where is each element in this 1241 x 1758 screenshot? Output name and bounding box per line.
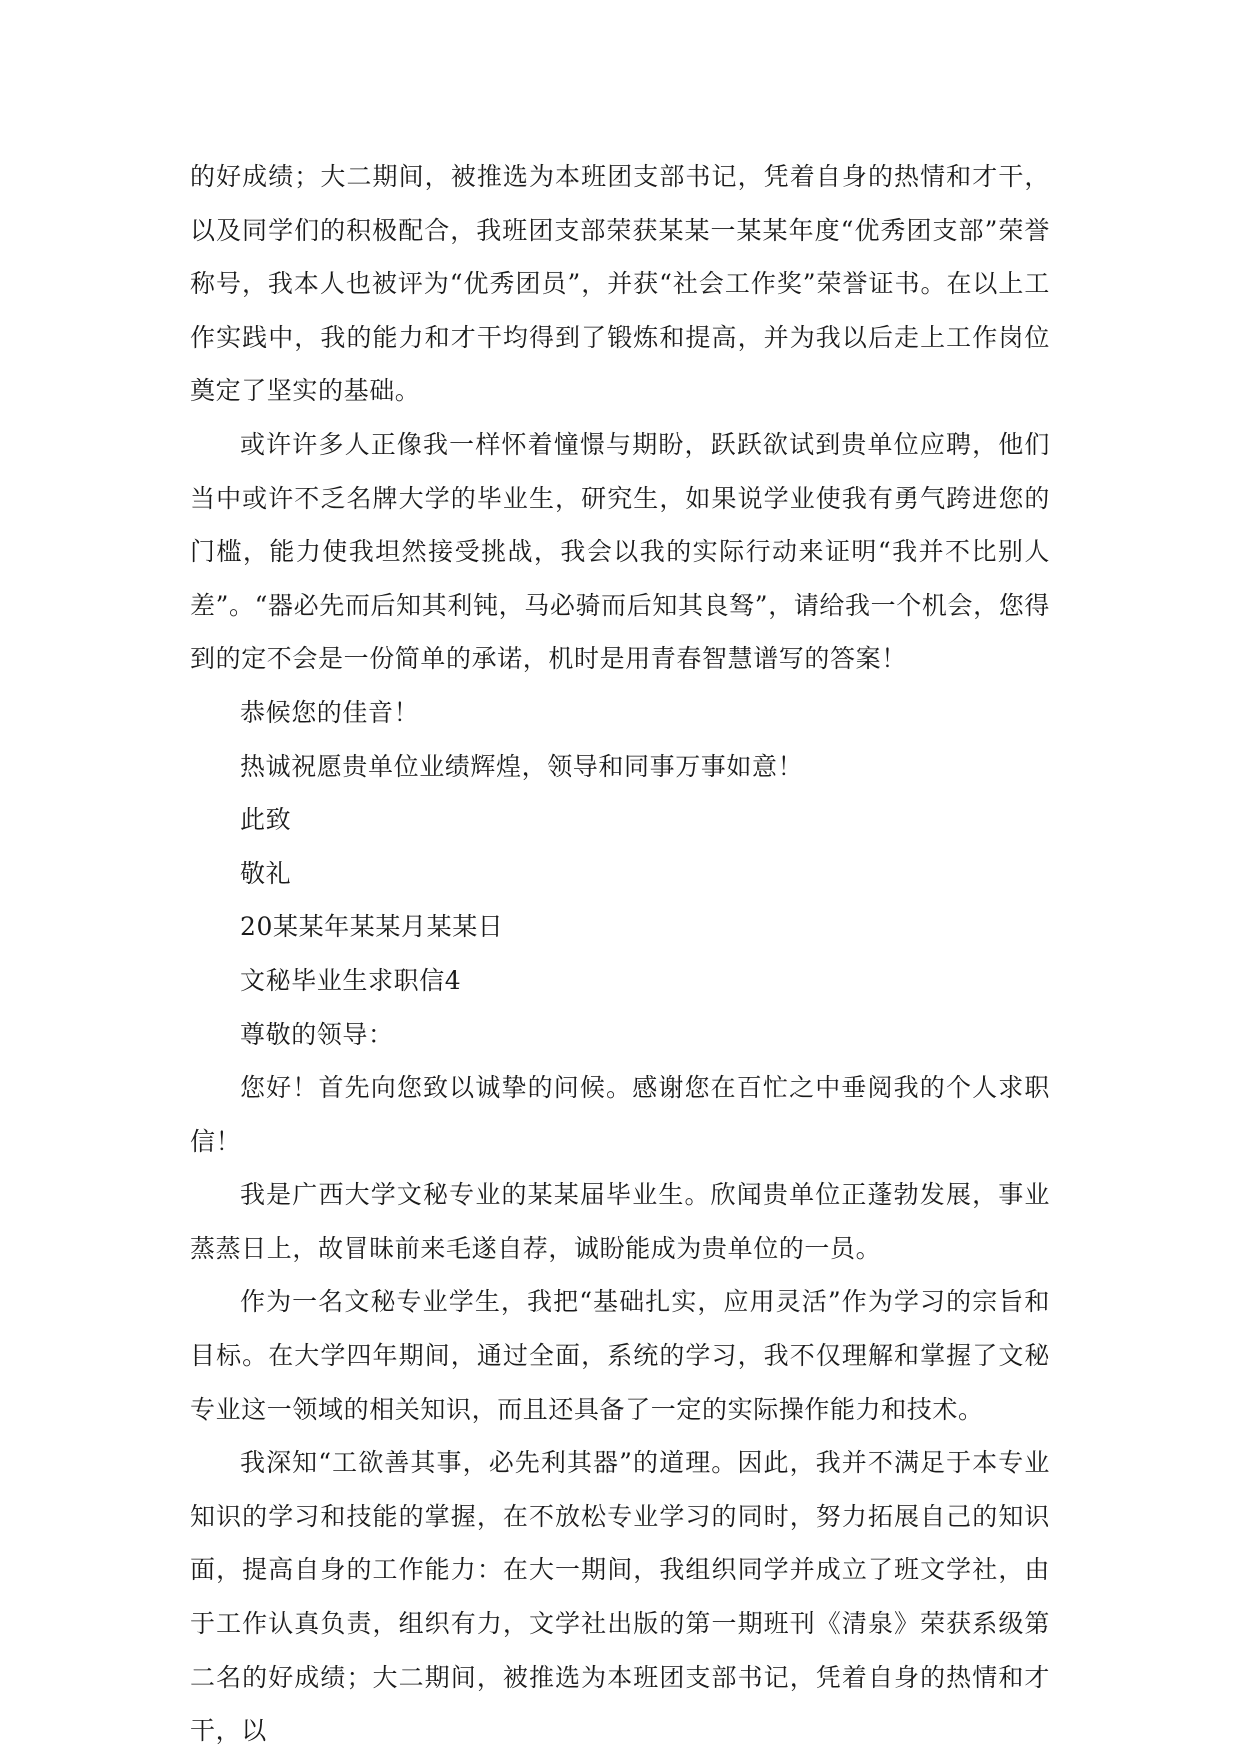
closing-await-reply: 恭候您的佳音！	[240, 697, 420, 727]
paragraph-continued: 的好成绩；大二期间，被推选为本班团支部书记，凭着自身的热情和才干，以及同学们的积极配合，我班团支部荣获某某一某某年度“优秀团支部”荣誉称号，我本人也被评为“优秀团员”，并获“社会工作奖”荣誉证书。在以上工作实践中，我的能力和才干均得到了锻炼和提高，并为我以后走上工作岗位奠定了坚实的基础。	[190, 162, 1050, 406]
section-title: 文秘毕业生求职信4	[240, 965, 462, 995]
closing-wishes: 热诚祝愿贵单位业绩辉煌，领导和同事万事如意！	[240, 751, 804, 781]
paragraph-abilities: 我深知“工欲善其事，必先利其器”的道理。因此，我并不满足于本专业知识的学习和技能的掌握，在不放松专业学习的同时，努力拓展自己的知识面，提高自身的工作能力：在大一期间，我组织同学并成立了班文学社，由于工作认真负责，组织有力，文学社出版的第一期班刊《清泉》荣获系级第二名的好成绩；大二期间，被推选为本班团支部书记，凭着自身的热情和才干，以	[190, 1448, 1050, 1746]
salutation: 尊敬的领导：	[240, 1019, 394, 1049]
paragraph-study: 作为一名文秘专业学生，我把“基础扎实，应用灵活”作为学习的宗旨和目标。在大学四年期间，通过全面，系统的学习，我不仅理解和掌握了文秘专业这一领域的相关知识，而且还具备了一定的实际操作能力和技术。	[190, 1287, 1050, 1424]
closing-cizhi: 此致	[240, 805, 292, 835]
document-body	[190, 150, 1050, 1758]
paragraph-greeting: 您好！首先向您致以诚挚的问候。感谢您在百忙之中垂阅我的个人求职信！	[190, 1073, 1050, 1156]
paragraph-application-motivation: 或许许多人正像我一样怀着憧憬与期盼，跃跃欲试到贵单位应聘，他们当中或许不乏名牌大学的毕业生，研究生，如果说学业使我有勇气跨进您的门槛，能力使我坦然接受挑战，我会以我的实际行动来证明“我并不比别人差”。“器必先而后知其利钝，马必骑而后知其良驽”，请给我一个机会，您得到的定不会是一份简单的承诺，机时是用青春智慧谱写的答案！	[190, 429, 1050, 674]
closing-jingli: 敬礼	[240, 858, 292, 888]
letter-date: 20某某年某某月某某日	[240, 912, 504, 942]
paragraph-introduction: 我是广西大学文秘专业的某某届毕业生。欣闻贵单位正蓬勃发展，事业蒸蒸日上，故冒昧前来毛遂自荐，诚盼能成为贵单位的一员。	[190, 1180, 1050, 1263]
